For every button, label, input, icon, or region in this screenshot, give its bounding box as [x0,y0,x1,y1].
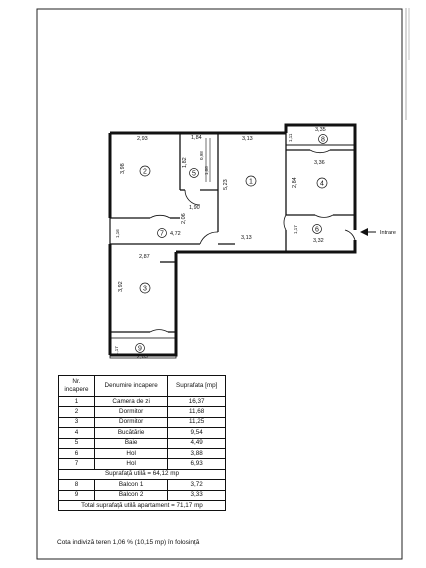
row-area: 4,49 [168,438,226,448]
table-row [59,448,226,458]
row-area: 9,54 [168,428,226,438]
table-row [59,459,226,469]
table-row [59,397,226,407]
dim-r1-height: 5,23 [223,179,229,190]
dim-r4-height: 2,84 [292,177,298,188]
table-row [59,480,226,490]
row-area: 3,72 [168,480,226,490]
row-name: Hol [94,459,167,469]
dim-r3-height: 3,92 [118,281,124,292]
table-row [59,417,226,427]
table-row [59,490,226,500]
row-nr: 5 [59,438,95,448]
header-name: Denumire incapere [94,376,167,397]
entrance-arrow [360,228,376,236]
room-7-number: 7 [160,230,164,238]
table-row [59,428,226,438]
row-area: 6,93 [168,459,226,469]
dim-r1-width-bottom: 3,13 [241,235,252,241]
row-name: Camera de zi [94,397,167,407]
dim-r6-height: 1,17 [293,225,298,234]
dim-r8-height: 1,11 [288,133,293,142]
table-row [59,438,226,448]
dim-r5-side: 0,98 [199,151,204,160]
dim-r7-width: 4,72 [170,231,181,237]
subtotal-text: Suprafață utilă = 64,12 mp [59,469,226,479]
dim-r3-width: 2,87 [139,254,150,260]
row-name: Balcon 1 [94,480,167,490]
total-row [59,500,226,510]
header-area: Suprafata [mp] [168,376,226,397]
row-name: Dormitor [94,407,167,417]
row-area: 11,25 [168,417,226,427]
row-nr: 4 [59,428,95,438]
row-nr: 2 [59,407,95,417]
room-3-number: 3 [143,285,147,293]
dim-r1-width-top: 3,13 [242,136,253,142]
room-8-number: 8 [321,136,325,144]
table-header-row [59,376,226,397]
table-row [59,407,226,417]
dim-r2-width: 2,93 [137,136,148,142]
room-6-number: 6 [315,226,319,234]
row-area: 3,88 [168,448,226,458]
door-swings [150,150,355,332]
entrance-label: Intrare [380,230,396,236]
header-nr: Nr. incapere [59,376,95,397]
dim-corridor-h: 2,06 [181,213,187,224]
row-name: Baie [94,438,167,448]
row-name: Balcon 2 [94,490,167,500]
row-nr: 8 [59,480,95,490]
room-9-number: 9 [138,345,142,353]
row-nr: 1 [59,397,95,407]
dim-r5-inner: 1,08 [204,166,209,175]
row-name: Bucătărie [94,428,167,438]
row-nr: 3 [59,417,95,427]
rooms-table [58,375,226,511]
dim-r5-width: 1,84 [191,135,202,141]
dim-r9-height: 1,17 [114,346,119,355]
dim-r4-width: 3,36 [314,160,325,166]
room-5-number: 5 [192,170,196,178]
room-4-number: 4 [320,180,324,188]
dim-r2-height: 3,98 [120,163,126,174]
row-area: 11,68 [168,407,226,417]
row-name: Dormitor [94,417,167,427]
row-nr: 6 [59,448,95,458]
dim-r4-top: 3,35 [315,127,326,133]
row-area: 16,37 [168,397,226,407]
dim-corridor-w: 1,90 [189,205,200,211]
dim-r6-width: 3,32 [313,238,324,244]
room-1-number: 1 [249,178,253,186]
dim-r9-width: 2,85 [137,354,148,360]
subtotal-row [59,469,226,479]
row-name: Hol [94,448,167,458]
dim-r7-height: 1,16 [115,229,120,238]
total-text: Total suprafață utilă apartament = 71,17 mp [59,500,226,510]
room-2-number: 2 [143,168,147,176]
dim-r5-height: 1,82 [182,157,188,168]
row-nr: 7 [59,459,95,469]
land-share-note: Cota indiviză teren 1,06 % (10,15 mp) în folosință [57,539,200,546]
row-nr: 9 [59,490,95,500]
row-area: 3,33 [168,490,226,500]
